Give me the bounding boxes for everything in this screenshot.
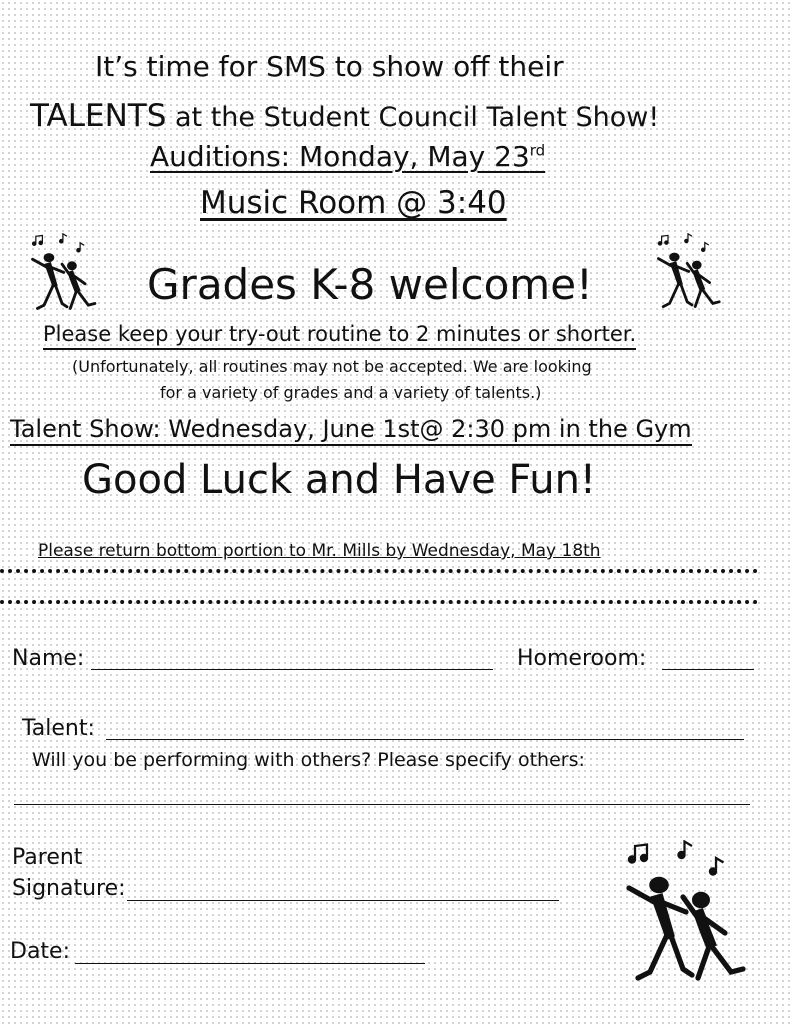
talent-show-date: Talent Show: Wednesday, June 1st@ 2:30 pm in the Gym	[10, 415, 692, 446]
auditions-suffix: rd	[529, 141, 546, 160]
date-label: Date:	[10, 939, 70, 964]
talent-label: Talent:	[22, 716, 95, 741]
cut-line-bottom	[0, 600, 758, 604]
headline-line-2-rest: at the Student Council Talent Show!	[175, 102, 660, 133]
name-field[interactable]	[91, 647, 493, 670]
signature-label: Signature:	[12, 876, 126, 901]
homeroom-field[interactable]	[662, 647, 754, 670]
audition-location: Music Room @ 3:40	[200, 185, 507, 221]
date-field[interactable]	[75, 941, 425, 964]
headline-line-1: It’s time for SMS to show off their	[95, 50, 564, 83]
grades-welcome: Grades K-8 welcome!	[147, 260, 593, 309]
disclaimer-line-2: for a variety of grades and a variety of talents.)	[160, 383, 542, 402]
talents-word: TALENTS	[30, 98, 167, 134]
dancers-clipart-left-icon	[17, 233, 117, 315]
homeroom-label: Homeroom:	[517, 646, 647, 671]
others-field[interactable]	[14, 782, 750, 805]
cut-line-top	[0, 569, 758, 573]
parent-label: Parent	[12, 845, 83, 870]
headline-line-2	[30, 98, 659, 134]
dancers-clipart-right-icon	[648, 233, 736, 313]
disclaimer-line-1: (Unfortunately, all routines may not be accepted. We are looking	[72, 357, 592, 376]
name-label: Name:	[12, 646, 85, 671]
auditions-text: Auditions: Monday, May 23	[150, 140, 530, 173]
parent-signature-field[interactable]	[127, 878, 559, 901]
return-note: Please return bottom portion to Mr. Mills by Wednesday, May 18th	[38, 541, 601, 561]
dancers-clipart-bottom-icon	[612, 840, 772, 990]
performing-question: Will you be performing with others? Please specify others:	[32, 749, 585, 771]
time-limit-note: Please keep your try-out routine to 2 minutes or shorter.	[43, 322, 636, 350]
talent-field[interactable]	[106, 717, 744, 740]
good-luck-message: Good Luck and Have Fun!	[82, 457, 596, 503]
auditions-date	[150, 140, 545, 173]
